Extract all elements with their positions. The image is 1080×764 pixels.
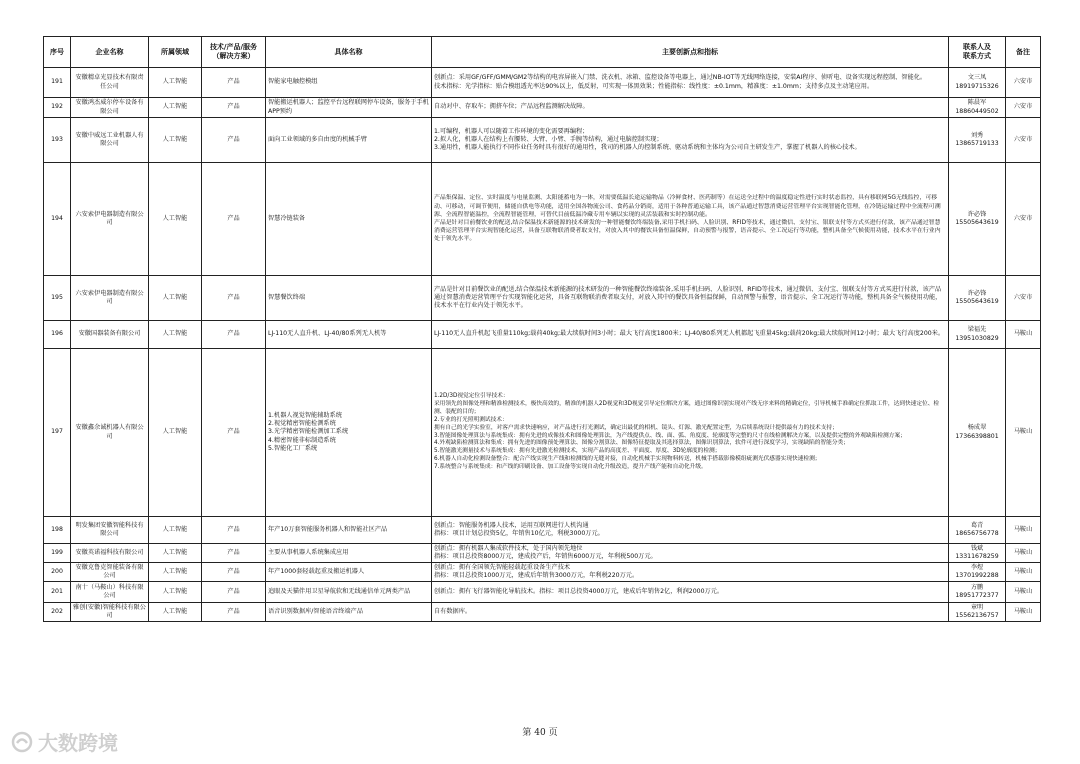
contact-cell: 钱斌 13311678259 [949,544,1006,563]
field-cell: 人工智能 [149,517,202,544]
type-cell: 产品 [202,349,266,517]
product-name: 主要从事机器人系统集成应用 [266,544,432,563]
contact-cell: 章明 15562136757 [949,603,1006,622]
type-cell: 产品 [202,544,266,563]
type-cell: 产品 [202,321,266,349]
row-number: 201 [44,582,71,603]
contact-cell: 刘秀 13865719133 [949,118,1006,163]
product-name: 1.机器人视觉智能辅助系统 2.视觉精密智能检测系统 3.光学精密智能检测加工系统 4.精密智能非标制造系统 5.智能化工厂系统 [266,349,432,517]
table-row [44,517,1041,544]
row-number: 196 [44,321,71,349]
note-cell: 马鞍山 [1006,544,1041,563]
type-cell: 产品 [202,68,266,98]
table-row [44,321,1041,349]
column-header: 主要创新点和指标 [432,37,949,68]
table-row [44,349,1041,517]
contact-cell: 李煜 13701992288 [949,563,1006,582]
row-number: 202 [44,603,71,622]
note-cell: 马鞍山 [1006,582,1041,603]
table-row [44,98,1041,118]
company-name: 六安索伊电器制造有限公司 [71,163,149,276]
row-number: 200 [44,563,71,582]
column-header: 联系人及 联系方式 [949,37,1006,68]
product-name: 年产10万套智能服务机器人和智能社区产品 [266,517,432,544]
contact-cell: 许必锋 15505643619 [949,163,1006,276]
note-cell: 六安市 [1006,98,1041,118]
product-name: 智能搬运机器人；监控平台远程联网停车设备，服务于手机APP预约 [266,98,432,118]
product-name: 年产1000套轻载起重及搬运机器人 [266,563,432,582]
note-cell: 马鞍山 [1006,349,1041,517]
field-cell: 人工智能 [149,163,202,276]
watermark-text: 大数跨境 [38,731,118,755]
enterprise-table [43,36,1041,622]
field-cell: 人工智能 [149,276,202,321]
field-cell: 人工智能 [149,563,202,582]
company-name: 安徽精卓光显技术有限责任公司 [71,68,149,98]
company-name: 安徽鑫余诚机器人有限公司 [71,349,149,517]
innovation-detail: 创新点：拥有全国领先智能轻载起重设备生产技术 指标：项目总投资1000万元，建成后年销售3000万元，年利税220万元。 [432,563,949,582]
innovation-detail: 1.2D/3D视觉定位引导技术： 采用领先的图像处理和精准检测技术，极快高效的，精准的机器人2D视觉和3D视觉引导定位解决方案，通过图像识别实现对产线无序来料的精确定位，引导机械手准确定位抓取工件，达到快速定位、检测、装配的目的； 2.专业的打光照明测试技术： 拥有自己的光学实验室，对客户需求快速响应，对产品进行打光测试，确定出最优的相机、镜头、灯源、激光配置定型，为后续系统设计提供最有力的技术支持； 3.智能图像处理算法与系统集成：拥有先进的成像技术和图像处理算法，为产线提供点、线、面、弧、角度度、轮廓度等完整的尺寸在线检测解决方案，以及提供完整的外观缺陷检测方案； 4.外观缺陷检测算法和集成：拥有先进的图像预处理算法、图像分割算法、图像特征提取及其选择算法，图像识别算法，软件可进行深度学习，实现缺陷的智能分类； 5.智能激光测量技术与系统集成：拥有先进激光检测技术，实现产品的高度差、平面度、厚度、3D轮廓度的检测； 6.机器人自动化检测设备整合：配合产线实现生产线和检测线的无缝对接，自动化机械手实现物料转送，机械手搭载影像模组疵测光伏感器实现快速检测； 7.系统整合与系统集成：和产线的印刷设备、加工设备等实现自动化升级改造，提升产线产能和自动化升级。 [432,349,949,517]
innovation-detail: 产品集保温、定位、实时温度与电量监测、太阳能蓄电为一体，对需要低温长途运输物品（冷鲜食材、医药制等）在运送全过程中的温度稳定性进行实时状态监控，具有移联网5G无线监控，可移动、可移动，可调节便用，储能自供电等功能，适用全国各物流公司、食药品分销商，适用于各种普通运输工具，该产品通过智慧消费运营管理平台实现智能化管理，在冷链运输过程中全流程可溯源、全流程智能温控，全流程智能管理，可替代目前低温冷藏专用车辆以实现的灵活装载和实时控制功能。 产品是针对目前餐饮业的配送,结合保温技术新能源的技术研发的一种智能餐饮终端装备,采用手机扫码、人脸识别、RFID等技术，通过微信、支付宝、银联支付等方式买进行付款，该产品通过智慧消费运营管理平台实现智能化运营，具备互联物联消费者取支付，对放入其中的餐饮具备恒温保鲜，自动预警与报警，语音提示、全工况运行等功能，整机具备全气候使用功能，技术水平在行业内处于领先水平。 [432,163,949,276]
watermark [10,727,118,756]
column-header: 技术/产品/服务 （解决方案） [202,37,266,68]
row-number: 192 [44,98,71,118]
company-name: 明发集团安徽智能科技有限公司 [71,517,149,544]
note-cell: 六安市 [1006,276,1041,321]
innovation-detail: LJ-110无人直升机起飞重量110kg;载荷40kg;最大续航时间3小时；最大飞行高度1800米；LJ-40/80系列无人机都起飞重量45kg;载荷20kg;最大续航时间12小时；最大飞行高度200米。 [432,321,949,349]
table-row [44,68,1041,98]
row-number: 197 [44,349,71,517]
row-number: 195 [44,276,71,321]
product-name: 追眼及天猫伴用卫星导航软和无线通信单元两类产品 [266,582,432,603]
column-header: 序号 [44,37,71,68]
type-cell: 产品 [202,276,266,321]
column-header: 企业名称 [71,37,149,68]
table-body [44,68,1041,622]
table-row [44,276,1041,321]
table-row [44,544,1041,563]
table-row [44,163,1041,276]
company-name: 安徽国器装备有限公司 [71,321,149,349]
contact-cell: 梁福先 13951030829 [949,321,1006,349]
company-name: 安徽中威远工业机器人有限公司 [71,118,149,163]
innovation-detail: 创新点：拥有机器人集成软件技术，处于国内领先地位 指标：项目总投资8000万元，建成投产后，年销售6000万元，年利税500万元。 [432,544,949,563]
company-name: 安徽鸿杰威尔停车设备有限公司 [71,98,149,118]
product-name: 语音识别数据库/智能语音终端产品 [266,603,432,622]
product-name: 智能家电触控模组 [266,68,432,98]
table-row [44,582,1041,603]
note-cell: 马鞍山 [1006,517,1041,544]
field-cell: 人工智能 [149,349,202,517]
contact-cell: 葛青 18656756778 [949,517,1006,544]
field-cell: 人工智能 [149,118,202,163]
product-name: 智慧冷链装备 [266,163,432,276]
row-number: 191 [44,68,71,98]
row-number: 199 [44,544,71,563]
contact-cell: 杨成翠 17366398801 [949,349,1006,517]
field-cell: 人工智能 [149,603,202,622]
page-number: 第 40 页 [522,728,558,738]
column-header: 所属领域 [149,37,202,68]
table-header-row [44,37,1041,68]
product-name: LJ-110无人直升机、LJ-40/80系列无人机等 [266,321,432,349]
contact-cell: 陈晨军 18860449502 [949,98,1006,118]
row-number: 194 [44,163,71,276]
type-cell: 产品 [202,563,266,582]
field-cell: 人工智能 [149,582,202,603]
field-cell: 人工智能 [149,321,202,349]
note-cell: 六安市 [1006,118,1041,163]
contact-cell: 文三凤 18919715326 [949,68,1006,98]
company-name: 安徽英诺福科技有限公司 [71,544,149,563]
product-name: 智慧餐饮终端 [266,276,432,321]
brand-logo-icon [10,730,34,754]
innovation-detail: 自有数据库。 [432,603,949,622]
contact-cell: 许必锋 15505643619 [949,276,1006,321]
innovation-detail: 自动对中、存取车；拥挤车位；产品远程监测解决故障。 [432,98,949,118]
type-cell: 产品 [202,603,266,622]
type-cell: 产品 [202,163,266,276]
type-cell: 产品 [202,118,266,163]
innovation-detail: 创新点：智能服务机器人技术，运用互联网进行人机沟通 指标：项目计划总投资5亿，年销售10亿元，利税3000万元。 [432,517,949,544]
contact-cell: 方鹏 18951772377 [949,582,1006,603]
row-number: 198 [44,517,71,544]
column-header: 具体名称 [266,37,432,68]
company-name: 六安索伊电器制造有限公司 [71,276,149,321]
field-cell: 人工智能 [149,68,202,98]
company-name: 安徽克鲁克智能装备有限公司 [71,563,149,582]
row-number: 193 [44,118,71,163]
table-row [44,563,1041,582]
innovation-detail: 创新点：拥有飞行器智能化导航技术。指标：项目总投资4000万元，建成后年销售2亿，利润2000万元。 [432,582,949,603]
table-row [44,603,1041,622]
note-cell: 马鞍山 [1006,321,1041,349]
note-cell: 马鞍山 [1006,603,1041,622]
type-cell: 产品 [202,98,266,118]
product-name: 面向工业领域的多自由度的机械手臂 [266,118,432,163]
type-cell: 产品 [202,517,266,544]
field-cell: 人工智能 [149,544,202,563]
note-cell: 六安市 [1006,68,1041,98]
innovation-detail: 产品是针对目前餐饮业的配送,结合保温技术新能源的技术研发的一种智能餐饮终端装备,采用手机扫码、人脸识别、RFID等技术，通过微信、支付宝、银联支付等方式买进行付款，该产品通过智慧消费运营管理平台实现智能化运营，具备互联物联消费者取支付，对放入其中的餐饮具备恒温保鲜，自动预警与报警，语音提示、全工况运行等功能，整机具备全气候使用功能，技术水平在行业内处于领先水平。 [432,276,949,321]
field-cell: 人工智能 [149,98,202,118]
innovation-detail: 创新点：采用GF/GFF/GMM/GM2等结构的电容屏嵌入门禁、洗衣机、冰箱、监控设备等电器上，通过NB-IOT等无线网络连接，安装AI程序、侦听电、设备实现远程控制、智能化。 技术指标：光学指标：贴合模组透光率达90%以上，低反射，可实现一体黑效果；性能指标：线性度：±0.1mm，精准度：±1.0mm；支持多点及主动笔应用。 [432,68,949,98]
column-header: 备注 [1006,37,1041,68]
note-cell: 马鞍山 [1006,563,1041,582]
note-cell: 六安市 [1006,163,1041,276]
innovation-detail: 1.可编程，机器人可以随着工作环境的变化需要再编程； 2.拟人化，机器人在结构上有腰转、大臂、小臂、手腕等结构，通过电脑控制实现； 3.通用性，机器人能执行不同作业任务时具有很好的通用性，我司的机器人的控制系统、驱动系统和主体均为公司自主研发生产，掌握了机器人的核心技术。 [432,118,949,163]
table-row [44,118,1041,163]
company-name: 雅创(安徽)智能科技有限公司 [71,603,149,622]
type-cell: 产品 [202,582,266,603]
company-name: 南十（马鞍山）科技有限公司 [71,582,149,603]
